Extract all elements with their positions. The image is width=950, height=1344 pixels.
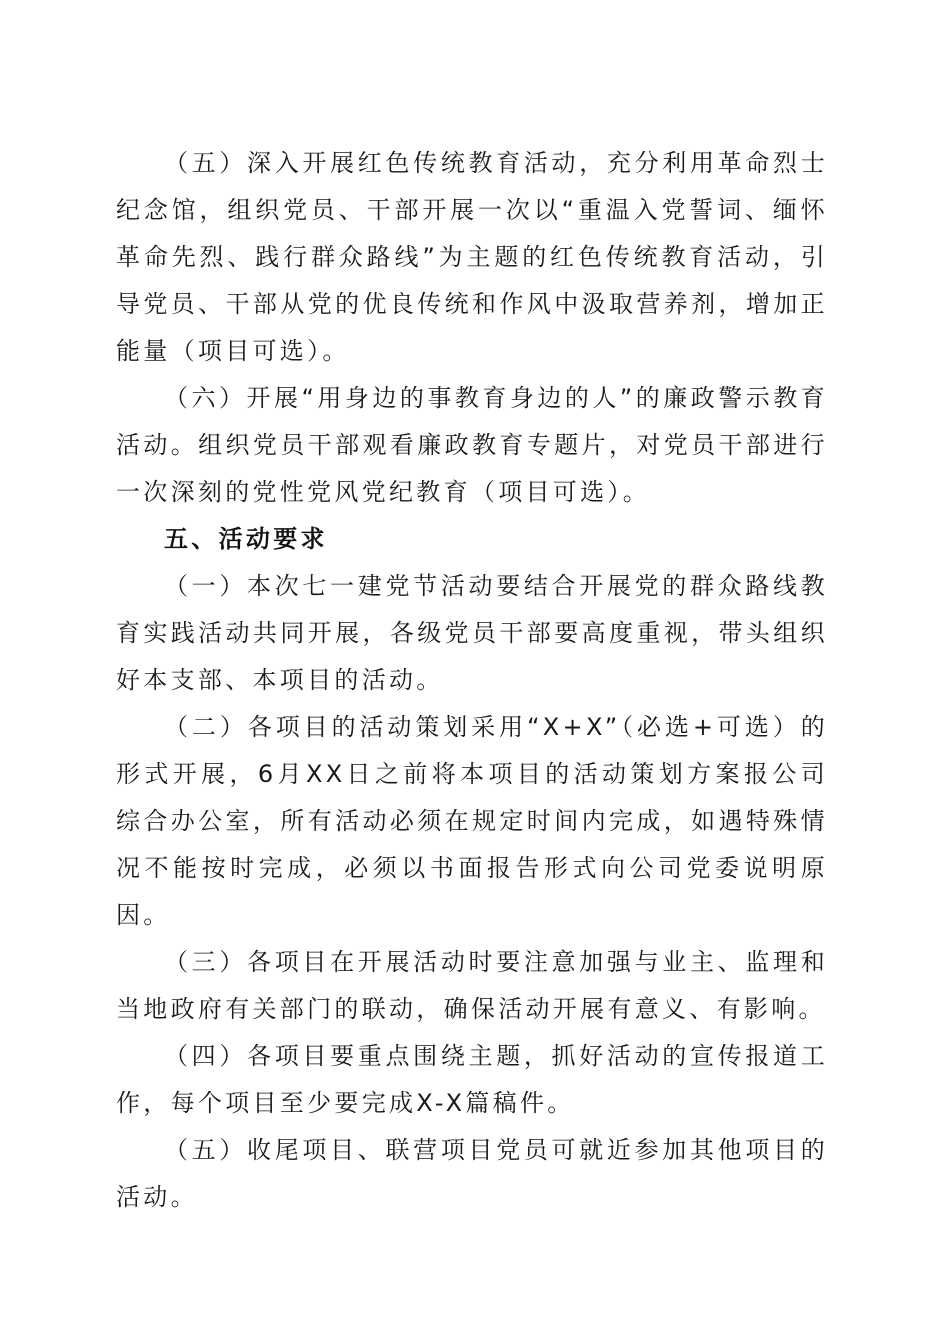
requirement-item-5: （五）收尾项目、联营项目党员可就近参加其他项目的活动。 — [116, 1136, 828, 1211]
requirement-item-1: （一）本次七一建党节活动要结合开展党的群众路线教育实践活动共同开展，各级党员干部要高度重视，带头组织好本支部、本项目的活动。 — [116, 572, 828, 694]
requirement-item-2: （二）各项目的活动策划采用“X+X”（必选+可选）的形式开展，6月XX日之前将本项目的活动策划方案报公司综合办公室，所有活动必须在规定时间内完成，如遇特殊情况不能按时完成，必须以书面报告形式向公司党委说明原因。 — [116, 713, 828, 929]
requirement-item-3: （三）各项目在开展活动时要注意加强与业主、监理和当地政府有关部门的联动，确保活动开展有意义、有影响。 — [116, 948, 828, 1023]
document-body — [116, 140, 828, 1221]
requirement-item-4: （四）各项目要重点围绕主题，抓好活动的宣传报道工作，每个项目至少要完成X-X篇稿件。 — [116, 1042, 828, 1117]
paragraph-item-5-red-tradition: （五）深入开展红色传统教育活动，充分利用革命烈士纪念馆，组织党员、干部开展一次以“重温入党誓词、缅怀革命先烈、践行群众路线”为主题的红色传统教育活动，引导党员、干部从党的优良传统和作风中汲取营养剂，增加正能量（项目可选）。 — [116, 149, 828, 365]
section-heading-activity-requirements: 五、活动要求 — [164, 525, 328, 553]
paragraph-item-6-integrity-warning: （六）开展“用身边的事教育身边的人”的廉政警示教育活动。组织党员干部观看廉政教育专题片，对党员干部进行一次深刻的党性党风党纪教育（项目可选）。 — [116, 384, 828, 506]
